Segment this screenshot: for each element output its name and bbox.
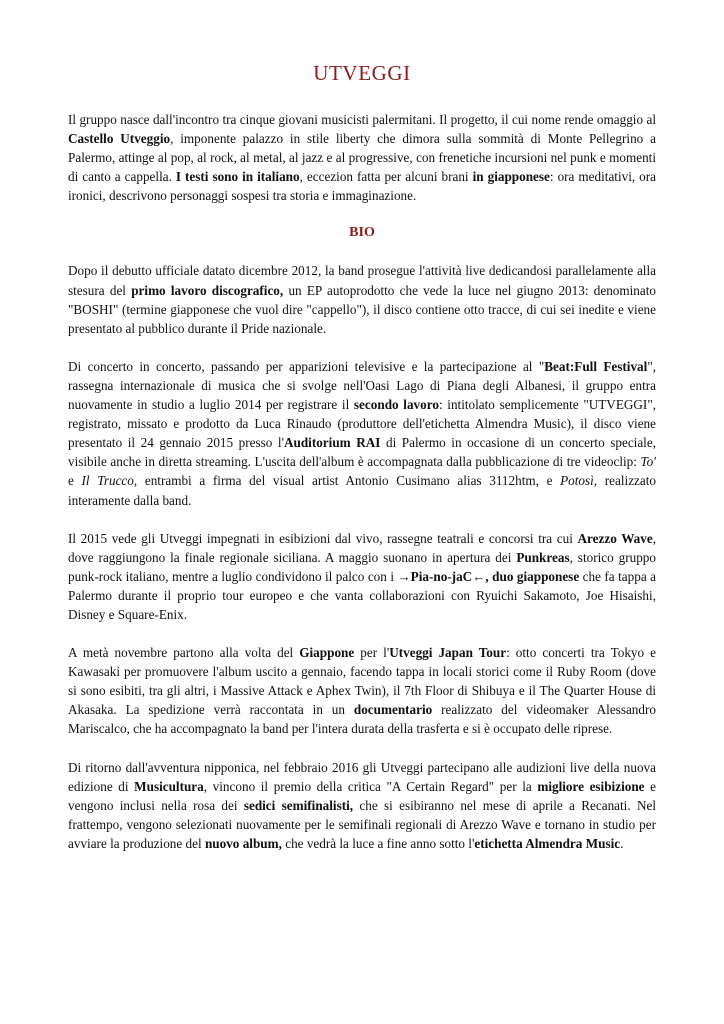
text-run: realizzato interamente dalla band. (68, 473, 657, 508)
text-run: , storico gruppo punk-rock italiano, mentre a luglio condividono il palco con i (68, 549, 656, 584)
bold-text: duo giapponese (492, 568, 580, 584)
italic-title: To' (640, 454, 656, 470)
text-run: e vengono inclusi nella rosa dei (68, 778, 656, 813)
bio-paragraph-2016 (68, 758, 656, 853)
bio-paragraph-japan-tour (68, 643, 656, 738)
text-run: ", rassegna internazionale di musica che si svolge nell'Oasi Lago di Piana degli Albanesi, il gruppo entra nuovamente in studio a luglio 2014 per registrare il (68, 358, 656, 413)
text-run: che fa tappa a Palermo durante il proprio tour europeo e che vanta collaborazioni con Ryuichi Sakamoto, Joe Hisaishi, Disney e Square-Enix. (68, 568, 656, 622)
bold-text: Beat:Full Festival (544, 358, 648, 374)
text-run: Di ritorno dall'avventura nipponica, nel febbraio 2016 gli Utveggi partecipano alle audizioni live della nuova edizione di (68, 759, 656, 794)
bold-text: etichetta Almendra Music (474, 835, 621, 851)
text-run: per l' (354, 645, 390, 661)
bold-text: Musicultura (134, 778, 204, 794)
text-run: realizzato del videomaker Alessandro Mariscalco, che ha accompagnato la band per l'intera durata della trasferta e si è occupato delle riprese. (68, 702, 656, 737)
bold-text: secondo lavoro (353, 397, 439, 413)
text-run: di Palermo in occasione di un concerto speciale, visibile anche in diretta streaming. L'uscita dell'album è accompagnata dalla pubblicazione di tre videoclip: (68, 435, 656, 470)
bold-text: Arezzo Wave (577, 530, 653, 546)
bold-text: Castello Utveggio (68, 131, 171, 147)
bold-text: I testi sono in italiano (175, 169, 300, 185)
text-run: . (620, 835, 624, 851)
text-run: Il 2015 vede gli Utveggi impegnati in esibizioni dal vivo, rassegne teatrali e concorsi tra cui (68, 530, 578, 546)
bold-text: sedici semifinalisti, (243, 797, 354, 813)
italic-title: Il Trucco, (81, 473, 138, 489)
bio-heading: BIO (349, 225, 375, 241)
text-run: che vedrà la luce a fine anno sotto l' (281, 835, 475, 851)
bold-text: Giappone (299, 645, 355, 661)
text-run: , dove raggiungono la finale regionale siciliana. A maggio suonano in apertura dei (68, 530, 656, 565)
bold-text: nuovo album, (204, 835, 282, 851)
bold-text: →Pia-no-jaC←, (397, 568, 489, 584)
bio-paragraph-second-album (68, 357, 656, 510)
bold-text: Auditorium RAI (283, 435, 381, 451)
text-run: , imponente palazzo in stile liberty che dimora sulla sommità di Monte Pellegrino a Palermo, attinge al pop, al rock, al metal, al jazz e al progressive, con frenetiche incursioni nel punk e momenti di canto a cappella. (68, 131, 656, 185)
bio-paragraph-2015 (68, 529, 656, 624)
text-run: : otto concerti tra Tokyo e Kawasaki per promuovere l'album uscito a gennaio, facendo tappa in locali storici come il Ruby Room (dove si sono esibiti, tra gli altri, i Massive Attack e Aphex Twin), il 7th Floor di Shibuya e il The Quarter House di Akasaka. La spedizione verrà raccontata in un (68, 645, 656, 718)
text-run: un EP autoprodotto che vede la luce nel giugno 2013: denominato "BOSHI" (termine giapponese che vuol dire "cappello"), il disco contiene otto tracce, di cui sei inedite e viene presentato al pubblico durante il Pride nazionale. (68, 282, 657, 336)
bold-text: Punkreas (516, 549, 570, 565)
text-run: entrambi a firma del visual artist Antonio Cusimano alias 3112htm, e (137, 473, 561, 489)
text-run: Dopo il debutto ufficiale datato dicembre 2012, la band prosegue l'attività live dedicandosi parallelamente alla stesura del (68, 263, 656, 298)
document-page (68, 60, 656, 872)
text-run: , vincono il premio della critica "A Certain Regard" per la (203, 778, 538, 794)
intro-paragraph (68, 110, 656, 205)
bio-paragraph-debut (68, 261, 656, 337)
bold-text: in giapponese (472, 169, 550, 185)
text-run: Il gruppo nasce dall'incontro tra cinque giovani musicisti palermitani. Il progetto, il cui nome rende omaggio al (68, 112, 656, 127)
text-run: , eccezion fatta per alcuni brani (299, 169, 473, 185)
bold-text: documentario (353, 702, 433, 718)
text-run: : intitolato semplicemente "UTVEGGI", registrato, missato e prodotto da Luca Rinaudo (produttore dell'etichetta Almendra Music), il disco viene presentato il 24 gennaio 2015 presso l' (68, 397, 656, 451)
bold-text: primo lavoro discografico, (131, 282, 284, 298)
text-run: Di concerto in concerto, passando per apparizioni televisive e la partecipazione al " (68, 358, 545, 374)
text-run: : ora meditativi, ora ironici, descrivono personaggi sospesi tra storia e immaginazione. (68, 169, 657, 204)
text-run: che si esibiranno nel mese di aprile a Recanati. Nel frattempo, vengono selezionati nuovamente per le semifinali regionali di Arezzo Wave e tornano in studio per avviare la produzione del (68, 797, 656, 851)
document-title: UTVEGGI (313, 61, 411, 85)
bold-text: migliore esibizione (537, 778, 645, 794)
text-run: e (68, 473, 82, 489)
text-run: A metà novembre partono alla volta del (68, 645, 300, 661)
bold-text: Utveggi Japan Tour (389, 645, 507, 661)
italic-title: Potosì, (560, 473, 598, 489)
